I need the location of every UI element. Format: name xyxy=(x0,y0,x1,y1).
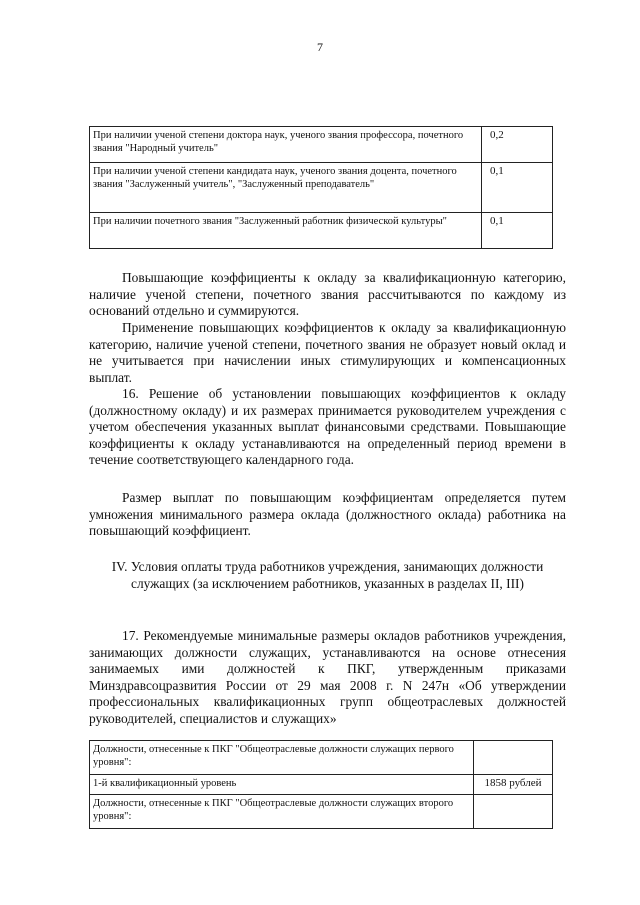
table-cell-label: При наличии почетного звания "Заслуженный работник физической культуры" xyxy=(90,213,482,249)
table-cell-value xyxy=(474,741,553,775)
table-cell-label: Должности, отнесенные к ПКГ "Общеотраслевые должности служащих первого уровня": xyxy=(90,741,474,775)
paragraph-payment-size: Размер выплат по повышающим коэффициентам определяется путем умножения минимального размера оклада (должностного оклада) работника на повышающий коэффициент. xyxy=(89,490,566,538)
coefficients-table xyxy=(89,126,553,249)
table-cell-label: 1-й квалификационный уровень xyxy=(90,775,474,795)
table-row xyxy=(90,775,553,795)
table-cell-value: 1858 рублей xyxy=(474,775,553,795)
table-cell-label: При наличии ученой степени доктора наук, ученого звания профессора, почетного звания "Народный учитель" xyxy=(90,127,482,163)
table-cell-label: При наличии ученой степени кандидата наук, ученого звания доцента, почетного звания "Заслуженный учитель", "Заслуженный преподаватель" xyxy=(90,163,482,213)
paragraph-item-17: 17. Рекомендуемые минимальные размеры окладов работников учреждения, занимающих должности служащих, устанавливаются на основе отнесения занимаемых ими должностей к ПКГ, утвержденным приказами Минздравсоцразвития России от 29 мая 2008 г. N 247н «Об утверждении профессиональных квалификационных групп общеотраслевых должностей руководителей, специалистов и служащих» xyxy=(89,628,566,726)
page-number: 7 xyxy=(317,40,323,54)
table-row xyxy=(90,163,553,213)
paragraph-item-16: 16. Решение об установлении повышающих коэффициентов к окладу (должностному окладу) и их размерах принимается руководителем учреждения с учетом обеспечения указанных выплат финансовыми средствами. Повышающие коэффициенты к окладу устанавливаются на определенный период времени в течение соответствующего календарного года. xyxy=(89,386,566,467)
table-row xyxy=(90,213,553,249)
table-row xyxy=(90,127,553,163)
section-heading-iv: IV. Условия оплаты труда работников учреждения, занимающих должности служащих (за исключением работников, указанных в разделах II, III) xyxy=(111,559,544,591)
table-cell-value: 0,1 xyxy=(482,213,553,249)
paragraph-coefficients-application: Применение повышающих коэффициентов к окладу за квалификационную категорию, наличие ученой степени, почетного звания не образует новый оклад и не учитывается при начислении иных стимулирующих и компенсационных выплат. xyxy=(89,320,566,385)
salary-table xyxy=(89,740,553,829)
table-cell-label: Должности, отнесенные к ПКГ "Общеотраслевые должности служащих второго уровня": xyxy=(90,795,474,829)
paragraph-coefficients-summed: Повышающие коэффициенты к окладу за квалификационную категорию, наличие ученой степени, почетного звания рассчитываются по каждому из оснований отдельно и суммируются. xyxy=(89,270,566,318)
table-cell-value: 0,1 xyxy=(482,163,553,213)
table-row xyxy=(90,795,553,829)
table-row xyxy=(90,741,553,775)
table-cell-value: 0,2 xyxy=(482,127,553,163)
table-cell-value xyxy=(474,795,553,829)
